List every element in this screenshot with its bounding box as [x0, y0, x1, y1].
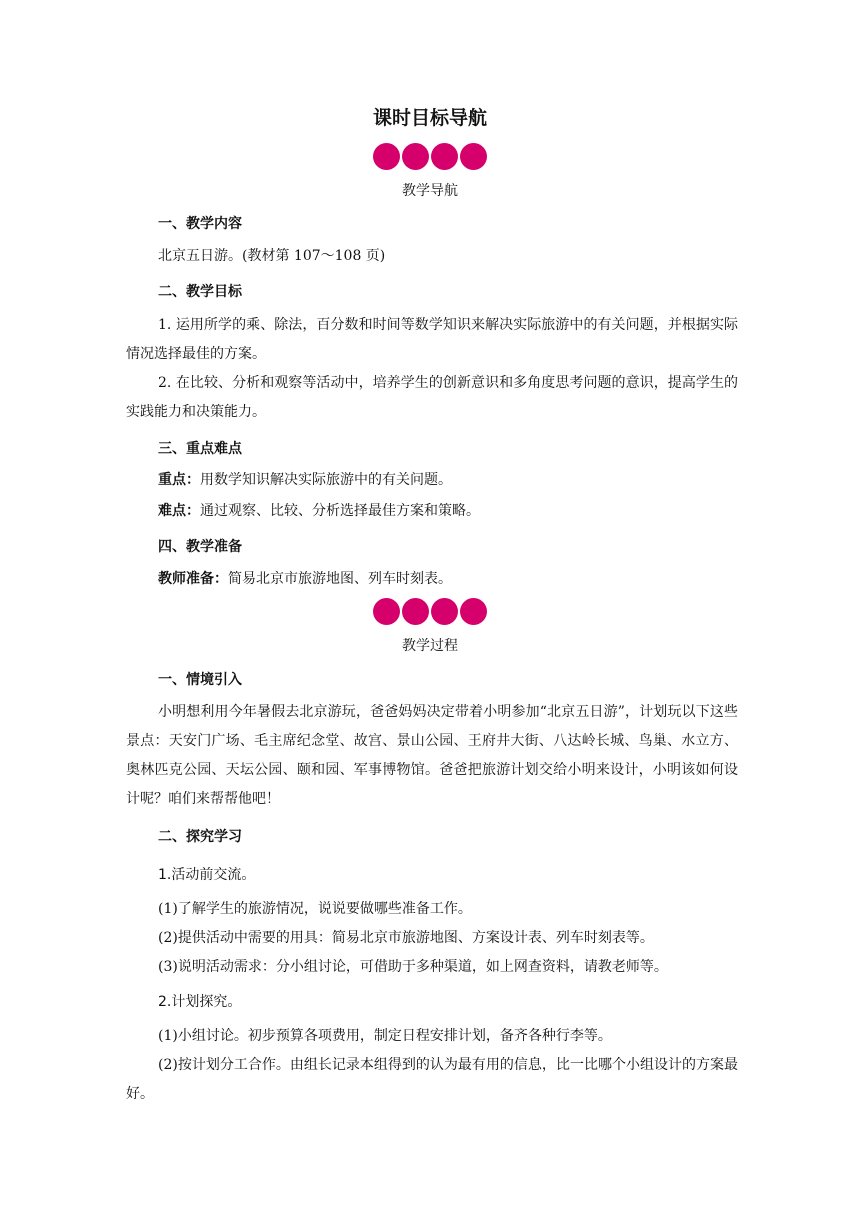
difficulty-label: 难点：: [158, 503, 200, 519]
preparation-label: 教师准备：: [158, 571, 228, 587]
page-title: 课时目标导航: [372, 107, 487, 129]
heading-content: 一、教学内容: [158, 216, 242, 232]
step-item: (2)提供活动中需要的用具：简易北京市旅游地图、方案设计表、列车时刻表等。: [158, 930, 654, 946]
step-item: (2)按计划分工合作。由组长记录本组得到的认为最有用的信息，比一比哪个小组设计的方案最好。: [126, 1057, 738, 1102]
heading-inquiry: 二、探究学习: [158, 829, 242, 845]
content-text: 北京五日游。(教材第 107～108 页): [158, 248, 386, 264]
heading-preparation: 四、教学准备: [158, 539, 242, 555]
section-title-process: 教学过程: [402, 638, 458, 654]
preparation-line: [158, 565, 738, 594]
dot-icon: [373, 598, 400, 625]
step-item: (1)了解学生的旅游情况，说说要做哪些准备工作。: [158, 901, 472, 917]
key-text: 用数学知识解决实际旅游中的有关问题。: [200, 472, 452, 488]
heading-goals: 二、教学目标: [158, 284, 242, 300]
dot-icon: [460, 598, 487, 625]
dot-icon: [402, 598, 429, 625]
dot-icon: [431, 143, 458, 170]
intro-paragraph: 小明想利用今年暑假去北京游玩，爸爸妈妈决定带着小明参加“北京五日游”，计划玩以下这些景点：天安门广场、毛主席纪念堂、故宫、景山公园、王府井大街、八达岭长城、鸟巢、水立方、奥林匹克公园、天坛公园、颐和园、军事博物馆。爸爸把旅游计划交给小明来设计，小明该如何设计呢？咱们来帮帮他吧！: [126, 704, 738, 807]
dot-icon: [460, 143, 487, 170]
key-label: 重点：: [158, 472, 200, 488]
difficulty-line: [158, 497, 738, 526]
decorative-dots: [0, 143, 860, 170]
step-heading: 1.活动前交流。: [158, 867, 256, 883]
dot-icon: [373, 143, 400, 170]
dot-icon: [402, 143, 429, 170]
goal-item: 2. 在比较、分析和观察等活动中，培养学生的创新意识和多角度思考问题的意识，提高学生的实践能力和决策能力。: [126, 375, 738, 420]
step-item: (3)说明活动需求：分小组讨论，可借助于多种渠道，如上网查资料，请教老师等。: [158, 959, 668, 975]
step-heading: 2.计划探究。: [158, 994, 242, 1010]
preparation-text: 简易北京市旅游地图、列车时刻表。: [228, 571, 452, 587]
section-title-nav: 教学导航: [402, 183, 458, 199]
key-point-line: [158, 466, 738, 495]
heading-key-points: 三、重点难点: [158, 441, 242, 457]
decorative-dots: [0, 598, 860, 625]
step-item: (1)小组讨论。初步预算各项费用，制定日程安排计划，备齐各种行李等。: [158, 1028, 612, 1044]
goal-item: 1. 运用所学的乘、除法，百分数和时间等数学知识来解决实际旅游中的有关问题，并根据实际情况选择最佳的方案。: [126, 317, 738, 362]
difficulty-text: 通过观察、比较、分析选择最佳方案和策略。: [200, 503, 480, 519]
dot-icon: [431, 598, 458, 625]
heading-intro: 一、情境引入: [158, 672, 242, 688]
